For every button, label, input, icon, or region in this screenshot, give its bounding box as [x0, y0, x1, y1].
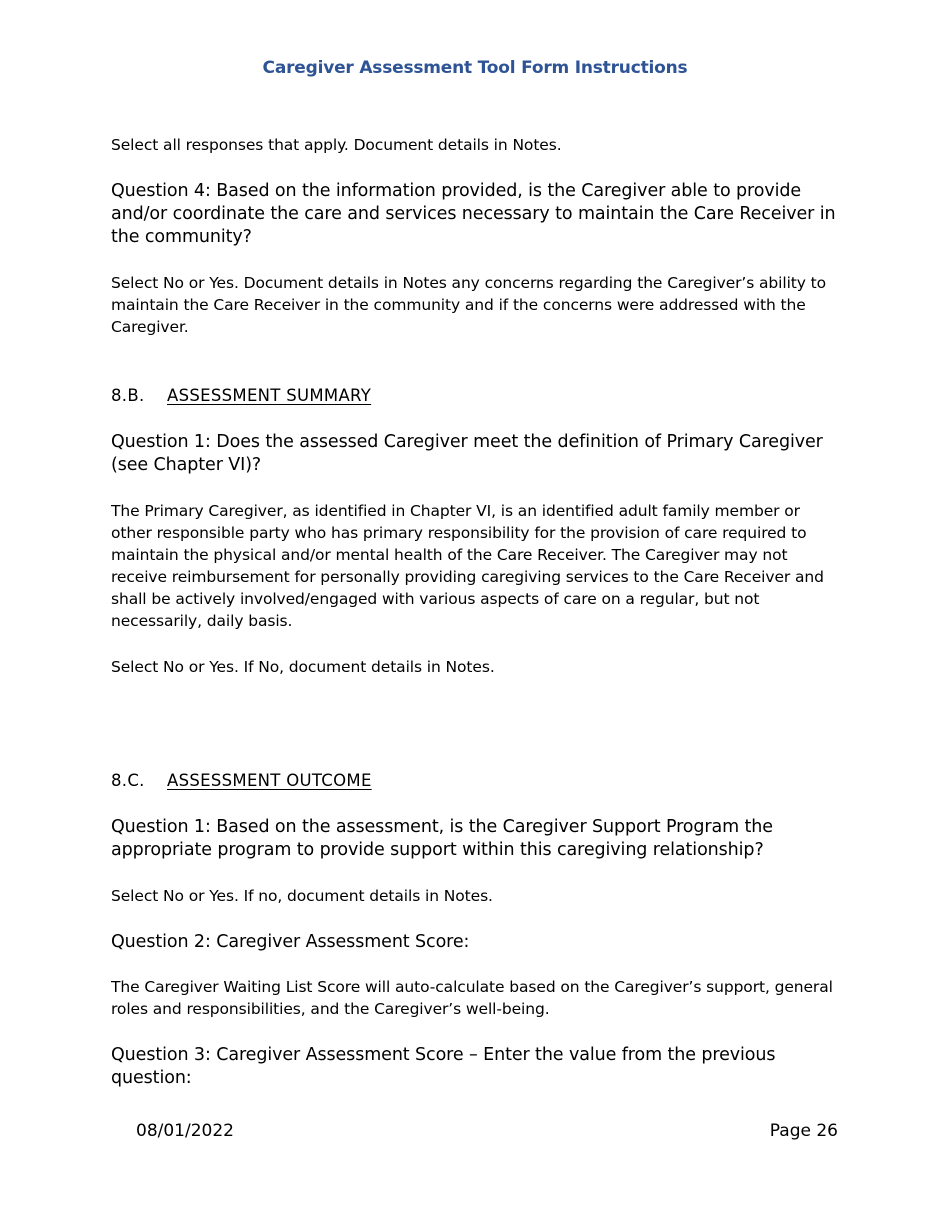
footer-date: 08/01/2022 — [136, 1121, 234, 1141]
section-8b-number: 8.B. — [111, 386, 145, 405]
section-8c-q3-question: Question 3: Caregiver Assessment Score – Enter the value from the previous question: — [111, 1045, 776, 1088]
footer-page-number: Page 26 — [769, 1121, 838, 1141]
section-8c-title: ASSESSMENT OUTCOME — [167, 771, 372, 790]
section-8c-q2-question: Question 2: Caregiver Assessment Score: — [111, 932, 470, 952]
section-8b-q1-question: Question 1: Does the assessed Caregiver meet the definition of Primary Caregiver (see Chapter VI)? — [111, 432, 823, 475]
page-title: Caregiver Assessment Tool Form Instructions — [262, 58, 688, 78]
q4-instruction: Select No or Yes. Document details in Notes any concerns regarding the Caregiver’s ability to maintain the Care Receiver in the community and if the concerns were addressed with the Caregiver. — [111, 274, 827, 336]
section-8c-heading — [111, 770, 841, 792]
intro-instruction: Select all responses that apply. Document details in Notes. — [111, 136, 562, 154]
section-8b-heading — [111, 385, 841, 407]
q4-question: Question 4: Based on the information provided, is the Caregiver able to provide and/or coordinate the care and services necessary to maintain the Care Receiver in the community? — [111, 181, 836, 247]
section-8b-q1-instruction: Select No or Yes. If No, document details in Notes. — [111, 658, 495, 676]
section-8c-q2-instruction: The Caregiver Waiting List Score will auto-calculate based on the Caregiver’s support, general roles and responsibilities, and the Caregiver’s well-being. — [111, 978, 833, 1018]
primary-caregiver-definition: The Primary Caregiver, as identified in Chapter VI, is an identified adult family member or other responsible party who has primary responsibility for the provision of care required to maintain the physical and/or mental health of the Care Receiver. The Caregiver may not receive reimbursement for personally providing caregiving services to the Care Receiver and shall be actively involved/engaged with various aspects of care on a regular, but not necessarily, daily basis. — [111, 502, 824, 630]
section-8c-number: 8.C. — [111, 771, 145, 790]
section-8c-q1-question: Question 1: Based on the assessment, is the Caregiver Support Program the appropriate program to provide support within this caregiving relationship? — [111, 817, 773, 860]
section-8b-title: ASSESSMENT SUMMARY — [167, 386, 372, 405]
section-8c-q1-instruction: Select No or Yes. If no, document details in Notes. — [111, 887, 493, 905]
